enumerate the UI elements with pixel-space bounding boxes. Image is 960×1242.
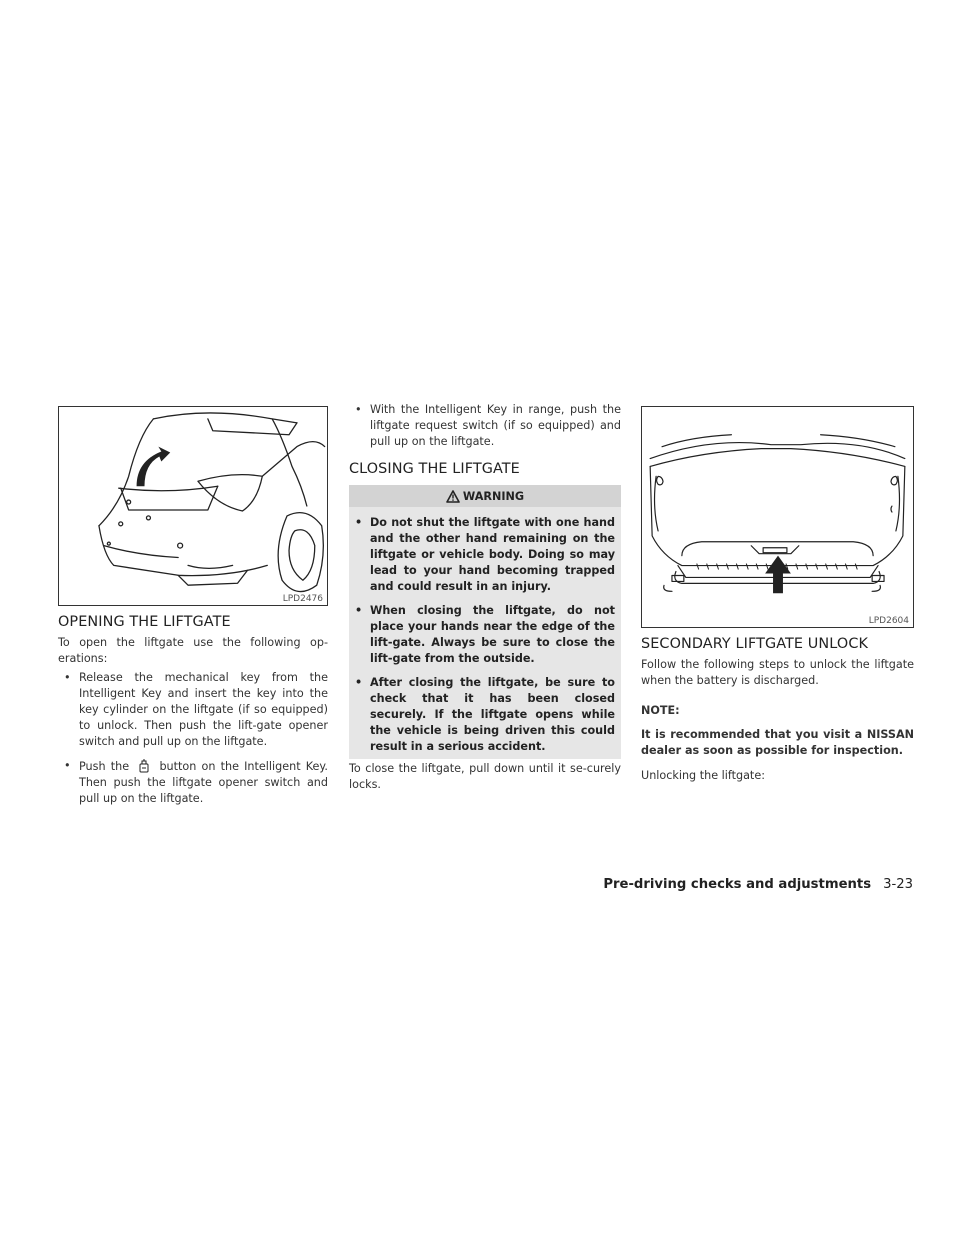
opening-steps [58, 670, 328, 807]
car-rear-liftgate-drawing [59, 407, 327, 605]
intelligent-key-step [349, 402, 621, 450]
unlocking-label: Unlocking the liftgate: [641, 769, 765, 782]
warning-title: WARNING [462, 489, 525, 503]
warning-box [349, 485, 621, 759]
heading-closing-liftgate: CLOSING THE LIFTGATE [349, 461, 520, 477]
liftgate-interior-drawing [642, 407, 913, 627]
push-text-before: Push the [79, 760, 130, 773]
warning-item: • After closing the liftgate, be sure to check that it has been closed securely. If the liftgate opens while the vehicle is being driven this could result in a serious accident. [349, 675, 621, 755]
page-number: 3-23 [883, 877, 913, 892]
section-title: Pre-driving checks and adjustments [603, 877, 872, 892]
heading-secondary-unlock: SECONDARY LIFTGATE UNLOCK [641, 636, 869, 652]
heading-opening-liftgate: OPENING THE LIFTGATE [58, 614, 231, 630]
list-item: • With the Intelligent Key in range, push the liftgate request switch (if so equipped) and pull up on the liftgate. [349, 402, 621, 450]
figure-code: LPD2476 [282, 594, 323, 604]
liftgate-opening-illustration [58, 406, 328, 606]
figure-code: LPD2604 [868, 616, 909, 626]
warning-item: • Do not shut the liftgate with one hand and the other hand remaining on the liftgate or vehicle body. Doing so may lead to your hand becoming trapped and could result in an injury. [349, 515, 621, 595]
column-1 [58, 400, 328, 807]
column-3 [641, 400, 914, 784]
page-footer [593, 877, 913, 892]
closing-text: To close the liftgate, pull down until it se-curely locks. [349, 762, 621, 791]
list-item [58, 758, 328, 807]
liftgate-key-button-icon [136, 758, 152, 774]
column-2 [349, 400, 621, 793]
warning-header [349, 485, 621, 507]
opening-intro: To open the liftgate use the following op-erations: [58, 636, 328, 665]
warning-item: • When closing the liftgate, do not place your hands near the edge of the lift-gate. Always be sure to close the lift-gate from the outside. [349, 603, 621, 667]
note-text: It is recommended that you visit a NISSAN dealer as soon as possible for inspection. [641, 728, 914, 757]
list-item: • Release the mechanical key from the Intelligent Key and insert the key into the key cylinder on the liftgate (if so equipped) to unlock. Then push the lift-gate opener switch and pull up on the liftgate. [58, 670, 328, 750]
push-text-after: button on the Intelligent Key. Then push the liftgate opener switch and pull up on the liftgate. [79, 760, 328, 805]
warning-triangle-icon [446, 490, 460, 503]
note-label: NOTE: [641, 704, 680, 717]
unlock-intro: Follow the following steps to unlock the liftgate when the battery is discharged. [641, 658, 914, 687]
liftgate-unlock-illustration [641, 406, 914, 628]
warning-list [349, 515, 621, 755]
